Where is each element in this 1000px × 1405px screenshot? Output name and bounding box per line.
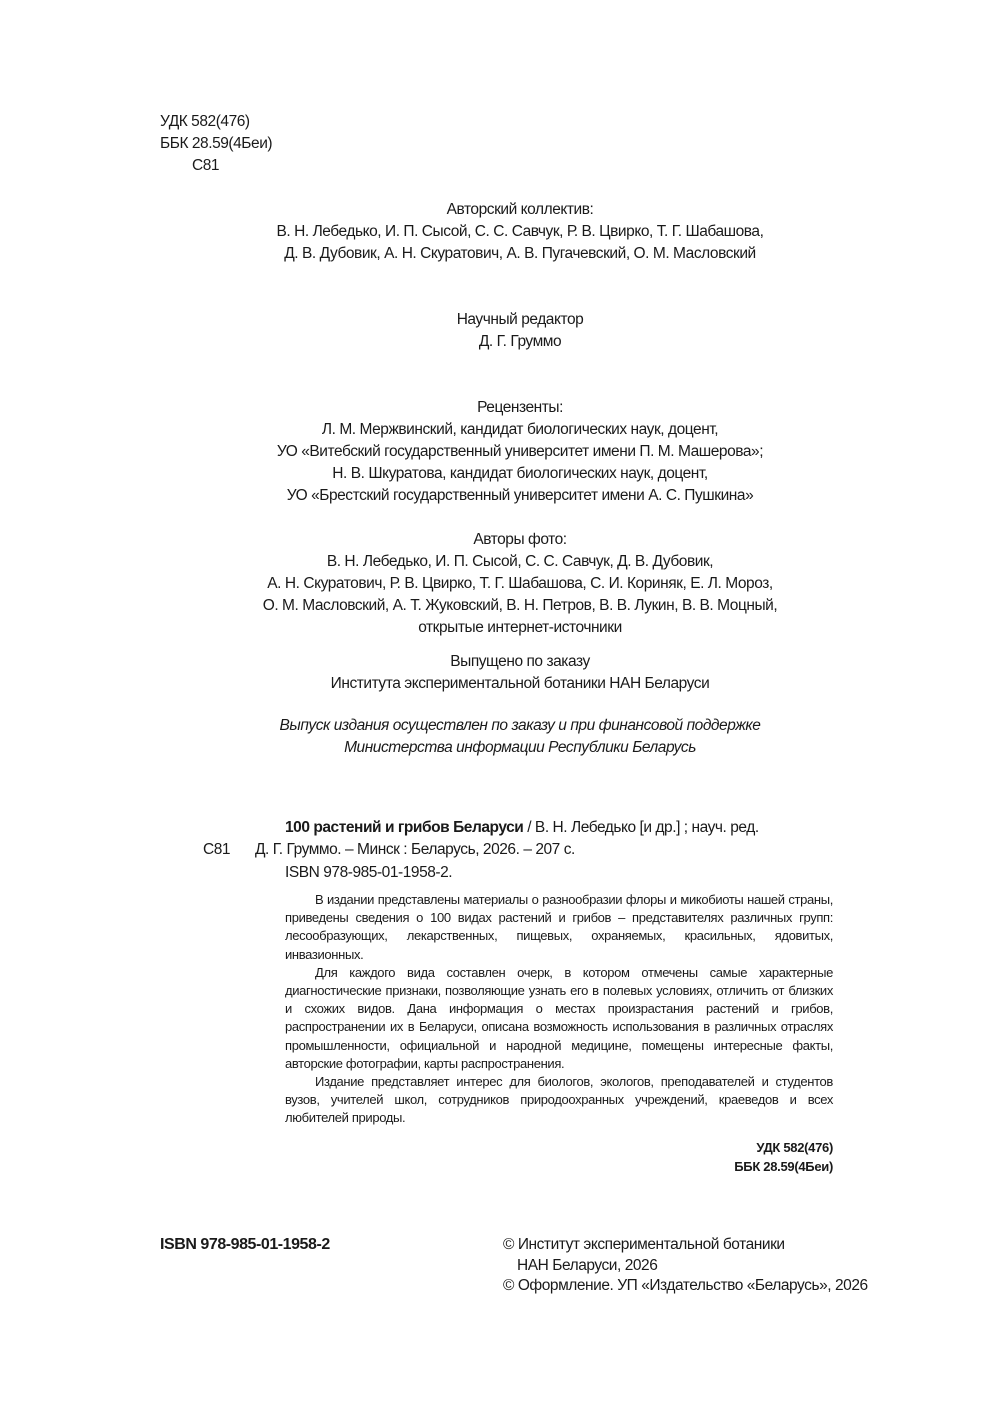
photos-line: О. М. Масловский, А. Т. Жуковский, В. Н. Петров, В. В. Лукин, В. В. Моцный,: [262, 597, 778, 614]
authors-line: В. Н. Лебедько, И. П. Сысой, С. С. Савчук, Р. В. Цвирко, Т. Г. Шабашова,: [276, 223, 764, 240]
footer-isbn: ISBN 978-985-01-1958-2: [160, 1236, 330, 1253]
abstract-paragraph: Издание представляет интерес для биологов, экологов, преподавателей и студентов вузов, учителей школ, сотрудников природоохранных учреждений, краеведов и всех любителей природы.: [285, 1074, 833, 1126]
abstract-paragraph: Для каждого вида составлен очерк, в котором отмечены самые характерные диагностические признаки, позволяющие узнать его в полевых условиях, отличить от близких и схожих видов. Дана информация о местах произрастания растений и грибов, распространении их в Беларуси, описана возможность использования в различных отраслях промышленности, официальной и народной медицине, помещены интересные факты, авторские фотографии, карты распространения.: [285, 964, 833, 1071]
abstract: [285, 891, 833, 1128]
reviewer-line: Л. М. Мержвинский, кандидат биологических наук, доцент,: [321, 421, 719, 438]
udk-code-bottom: УДК 582(476): [756, 1140, 833, 1155]
order-line: Института экспериментальной ботаники НАН Беларуси: [330, 675, 710, 692]
reviewer-line: УО «Витебский государственный университет имени П. М. Машерова»;: [276, 443, 764, 460]
bibliographic-line-1: [285, 817, 759, 839]
photos-line: А. Н. Скуратович, Р. В. Цвирко, Т. Г. Шабашова, С. И. Кориняк, Е. Л. Мороз,: [267, 575, 773, 592]
authors-line: Д. В. Дубовик, А. Н. Скуратович, А. В. Пугачевский, О. М. Масловский: [284, 245, 756, 262]
bibliographic-mark: С81: [203, 841, 231, 858]
reviewer-line: УО «Брестский государственный университет имени А. С. Пушкина»: [286, 487, 754, 504]
photos-line: В. Н. Лебедько, И. П. Сысой, С. С. Савчук, Д. В. Дубовик,: [326, 553, 714, 570]
copyright-line: © Институт экспериментальной ботаники: [503, 1236, 785, 1253]
bbk-code: ББК 28.59(4Беи): [160, 135, 273, 152]
bibliographic-isbn: ISBN 978-985-01-1958-2.: [285, 864, 453, 881]
photos-heading: Авторы фото:: [473, 531, 567, 548]
funding-line: Министерства информации Республики Беларусь: [344, 739, 696, 756]
udk-code: УДК 582(476): [160, 113, 250, 130]
bbk-code-bottom: ББК 28.59(4Беи): [734, 1159, 833, 1174]
editor-name: Д. Г. Груммо: [478, 333, 562, 350]
book-title: 100 растений и грибов Беларуси: [285, 819, 524, 836]
author-mark: С81: [192, 157, 220, 174]
editor-heading: Научный редактор: [456, 311, 584, 328]
copyright-line: НАН Беларуси, 2026: [517, 1257, 658, 1274]
bibliographic-rest: / В. Н. Лебедько [и др.] ; науч. ред.: [523, 819, 759, 836]
authors-heading: Авторский коллектив:: [446, 201, 594, 218]
reviewer-line: Н. В. Шкуратова, кандидат биологических наук, доцент,: [332, 465, 708, 482]
abstract-paragraph: В издании представлены материалы о разнообразии флоры и микобиоты нашей страны, приведены сведения о 100 видах растений и грибов – представителях различных групп: лесообразующих, лекарственных, пищевых, охраняемых, красильных, ядовитых, инвазионных.: [285, 892, 833, 962]
funding-line: Выпуск издания осуществлен по заказу и при финансовой поддержке: [279, 717, 761, 734]
order-heading: Выпущено по заказу: [450, 653, 590, 670]
bibliographic-line-2: Д. Г. Груммо. – Минск : Беларусь, 2026. – 207 с.: [255, 841, 575, 858]
reviewers-heading: Рецензенты:: [477, 399, 563, 416]
copyright-line: © Оформление. УП «Издательство «Беларусь», 2026: [503, 1277, 868, 1294]
photos-line: открытые интернет-источники: [418, 619, 622, 636]
